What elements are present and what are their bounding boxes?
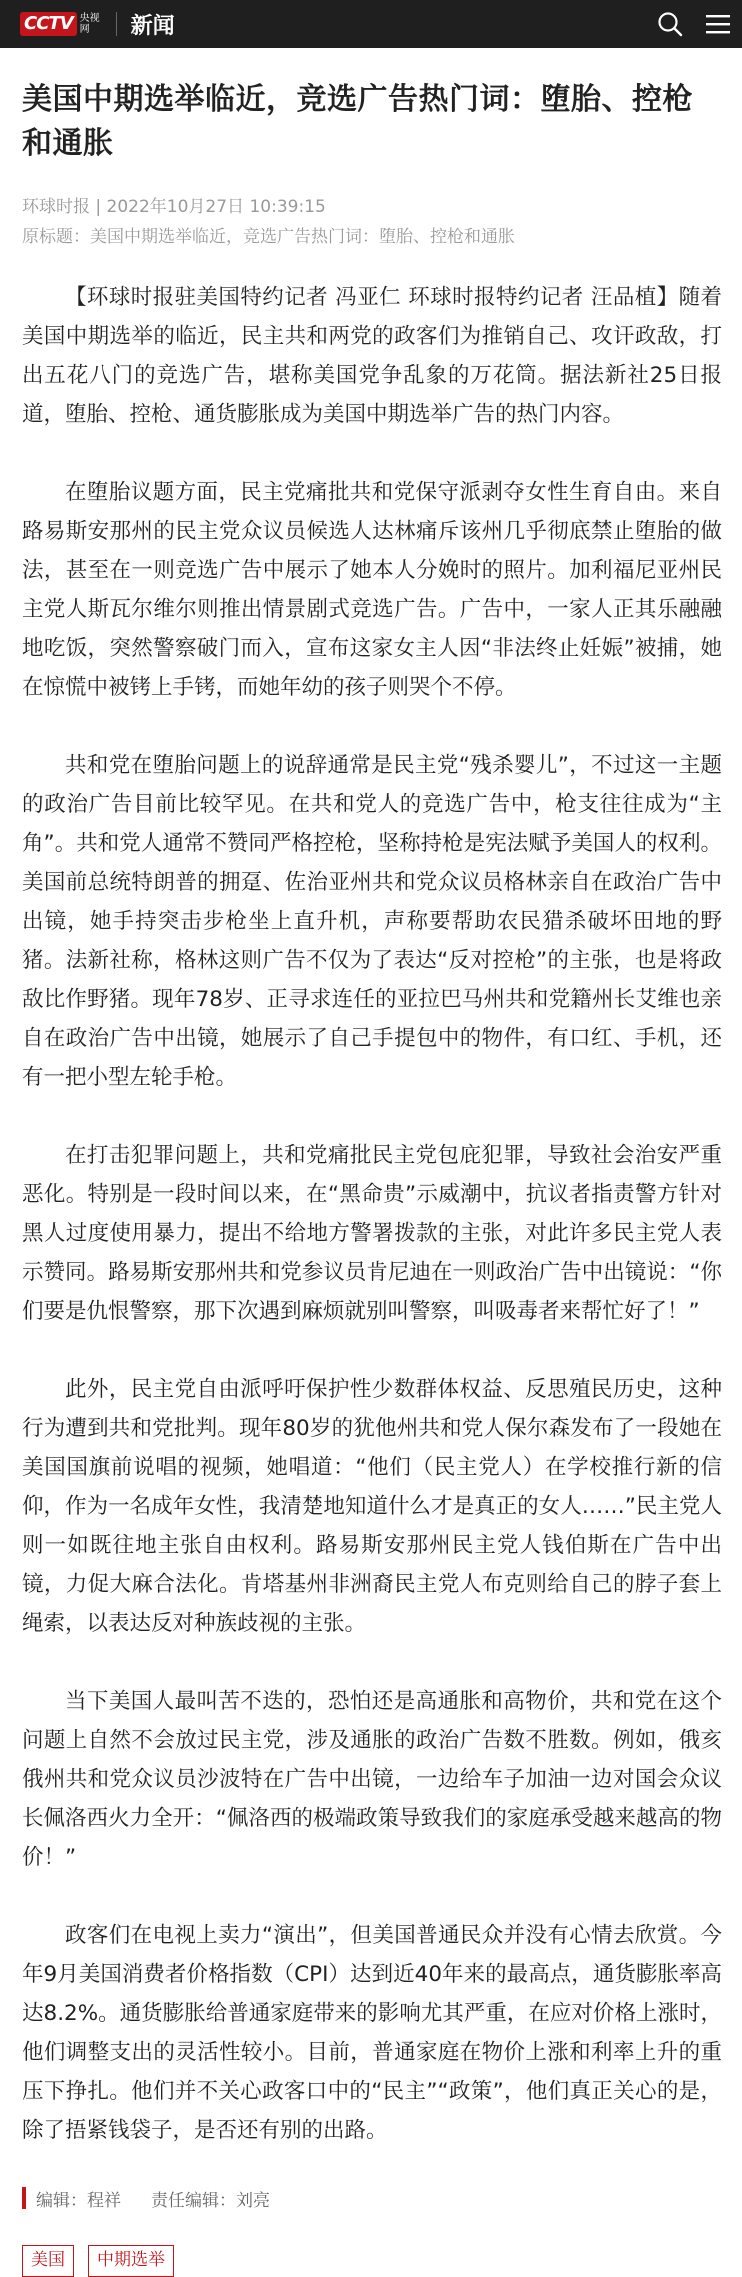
logo-subtext: 央视网 — [79, 13, 100, 35]
search-icon — [657, 11, 683, 37]
menu-button[interactable] — [694, 0, 742, 48]
article-original-title: 原标题：美国中期选举临近，竞选广告热门词：堕胎、控枪和通胀 — [22, 227, 515, 247]
article-paragraph: 在打击犯罪问题上，共和党痛批民主党包庇犯罪，导致社会治安严重恶化。特别是一段时间以来，在“黑命贵”示威潮中，抗议者指责警方针对黑人过度使用暴力，提出不给地方警署拨款的主张，对此许多民主党人表示赞同。路易斯安那州共和党参议员肯尼迪在一则政治广告中出镜说：“你们要是仇恨警察，那下次遇到麻烦就别叫警察，叫吸毒者来帮忙好了！” — [22, 1143, 722, 1324]
editor: 编辑：程祥 — [36, 2190, 121, 2211]
article-meta: 环球时报 | 2022年10月27日 10:39:15 — [22, 197, 326, 217]
responsible-editor: 责任编辑：刘亮 — [151, 2190, 270, 2211]
logo-mark: CCTV — [20, 12, 77, 36]
top-navigation-bar — [0, 0, 742, 48]
header-actions — [646, 0, 742, 48]
menu-icon — [706, 13, 730, 35]
tag-list — [22, 2245, 722, 2277]
section-title[interactable]: 新闻 — [130, 13, 175, 39]
article-title: 美国中期选举临近，竞选广告热门词：堕胎、控枪和通胀 — [22, 82, 693, 161]
article-paragraph: 共和党在堕胎问题上的说辞通常是民主党“残杀婴儿”，不过这一主题的政治广告目前比较罕见。在共和党人的竞选广告中，枪支往往成为“主角”。共和党人通常不赞同严格控枪，坚称持枪是宪法赋予美国人的权利。美国前总统特朗普的拥趸、佐治亚州共和党众议员格林亲自在政治广告中出镜，她手持突击步枪坐上直升机，声称要帮助农民猎杀破坏田地的野猪。法新社称，格林这则广告不仅为了表达“反对控枪”的主张，也是将政敌比作野猪。现年78岁、正寻求连任的亚拉巴马州共和党籍州长艾维也亲自在政治广告中出镜，她展示了自己手提包中的物件，有口红、手机，还有一把小型左轮手枪。 — [22, 753, 722, 1090]
cctv-logo[interactable] — [20, 11, 104, 37]
article-paragraph: 在堕胎议题方面，民主党痛批共和党保守派剥夺女性生育自由。来自路易斯安那州的民主党众议员候选人达林痛斥该州几乎彻底禁止堕胎的做法，甚至在一则竞选广告中展示了她本人分娩时的照片。加利福尼亚州民主党人斯瓦尔维尔则推出情景剧式竞选广告。广告中，一家人正其乐融融地吃饭，突然警察破门而入，宣布这家女主人因“非法终止妊娠”被捕，她在惊慌中被铐上手铐，而她年幼的孩子则哭个不停。 — [22, 480, 722, 700]
article-body — [22, 278, 722, 2150]
tag-usa[interactable]: 美国 — [22, 2245, 74, 2277]
search-button[interactable] — [646, 0, 694, 48]
editor-accent-bar — [22, 2187, 26, 2209]
header-divider — [116, 12, 117, 36]
tag-midterm-election[interactable]: 中期选举 — [88, 2245, 174, 2277]
article — [22, 48, 722, 2277]
article-paragraph: 当下美国人最叫苦不迭的，恐怕还是高通胀和高物价，共和党在这个问题上自然不会放过民主党，涉及通胀的政治广告数不胜数。例如，俄亥俄州共和党众议员沙波特在广告中出镜，一边给车子加油一边对国会众议长佩洛西火力全开：“佩洛西的极端政策导致我们的家庭承受越来越高的物价！” — [22, 1689, 722, 1870]
article-paragraph: 此外，民主党自由派呼吁保护性少数群体权益、反思殖民历史，这种行为遭到共和党批判。现年80岁的犹他州共和党人保尔森发布了一段她在美国国旗前说唱的视频，她唱道：“他们（民主党人）在学校推行新的信仰，作为一名成年女性，我清楚地知道什么才是真正的女人……”民主党人则一如既往地主张自由权利。路易斯安那州民主党人钱伯斯在广告中出镜，力促大麻合法化。肯塔基州非洲裔民主党人布克则给自己的脖子套上绳索，以表达反对种族歧视的主张。 — [22, 1377, 722, 1636]
article-paragraph: 【环球时报驻美国特约记者 冯亚仁 环球时报特约记者 汪品植】随着美国中期选举的临近，民主共和两党的政客们为推销自己、攻讦政敌，打出五花八门的竞选广告，堪称美国党争乱象的万花筒。据法新社25日报道，堕胎、控枪、通货膨胀成为美国中期选举广告的热门内容。 — [22, 285, 722, 427]
article-paragraph: 政客们在电视上卖力“演出”，但美国普通民众并没有心情去欣赏。今年9月美国消费者价格指数（CPI）达到近40年来的最高点，通货膨胀率高达8.2%。通货膨胀给普通家庭带来的影响尤其严重，在应对价格上涨时，他们调整支出的灵活性较小。目前，普通家庭在物价上涨和利率上升的重压下挣扎。他们并不关心政客口中的“民主”“政策”，他们真正关心的是，除了捂紧钱袋子，是否还有别的出路。 — [22, 1923, 722, 2143]
editor-info — [22, 2183, 722, 2213]
